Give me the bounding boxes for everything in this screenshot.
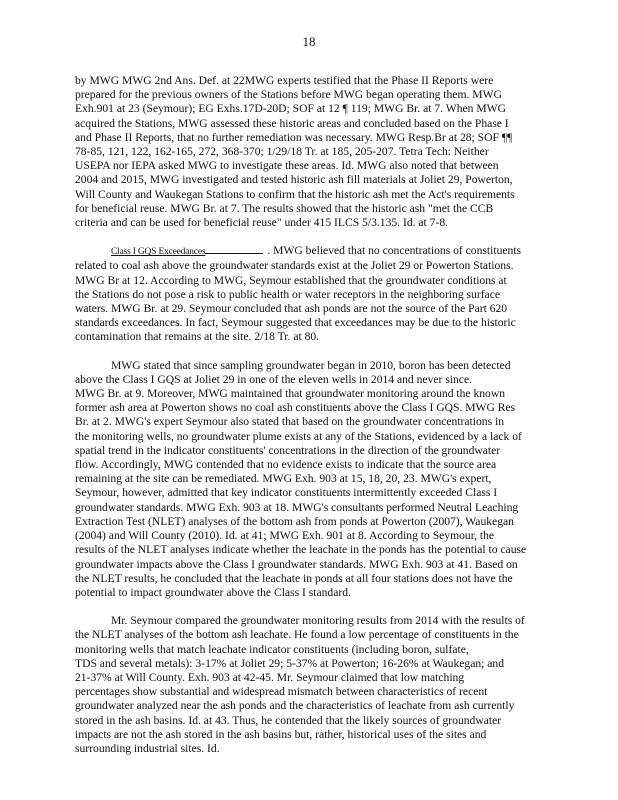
text-line: percentages show substantial and widespread mismatch between characteristics of recent [75, 685, 488, 699]
text-line: by MWG MWG 2nd Ans. Def. at 22MWG experts testified that the Phase II Reports were [75, 74, 494, 87]
document-body [75, 74, 545, 770]
text-line: Exh.901 at 23 (Seymour); EG Exhs.17D-20D; SOF at 12 ¶ 119; MWG Br. at 7. When MWG [75, 102, 506, 116]
text-line [75, 244, 545, 259]
text-line: Will County and Waukegan Stations to confirm that the historic ash met the Act's requirements [75, 187, 515, 201]
text-line: groundwater standards. MWG Exh. 903 at 18. MWG's consultants performed Neutral Leaching [75, 500, 519, 514]
text-line: potential to impact groundwater above the Class I standard. [75, 585, 351, 599]
text-line: Seymour, however, admitted that key indicator constituents intermittently exceeded Class I [75, 486, 498, 500]
text-line: MWG Br. at 9. Moreover, MWG maintained that groundwater monitoring around the known [75, 387, 506, 401]
text-line: stored in the ash basins. Id. at 43. Thus, he contended that the likely sources of groundwater [75, 713, 502, 727]
text-line: and Phase II Reports, that no further remediation was necessary. MWG Resp.Br at 28; SOF ¶¶ [75, 130, 513, 144]
text-line: standards exceedances. In fact, Seymour suggested that exceedances may be due to the historic [75, 316, 516, 330]
text-line: surrounding industrial sites. Id. [75, 741, 220, 755]
text-line: related to coal ash above the groundwater standards exist at the Joliet 29 or Powerton Stations. [75, 259, 514, 273]
text-line: MWG Br at 12. According to MWG, Seymour established that the groundwater conditions at [75, 273, 507, 287]
text-line: the NLET results, he concluded that the leachate in ponds at all four stations does not have the [75, 571, 513, 585]
section-heading: Class I GQS Exceedances [111, 247, 206, 258]
text-line: impacts are not the ash stored in the ash basins but, rather, historical uses of the sites and [75, 727, 487, 741]
text-line: above the Class I GQS at Joliet 29 in one of the eleven wells in 2014 and never since. [75, 372, 472, 386]
text-line: results of the NLET analyses indicate whether the leachate in the ponds has the potential to cause [75, 543, 527, 557]
text-line: acquired the Stations, MWG assessed these historic areas and concluded based on the Phase I [75, 116, 509, 130]
text-line: waters. MWG Br. at 29. Seymour concluded that ash ponds are not the source of the Part 620 [75, 302, 508, 316]
text-line: (2004) and Will County (2010). Id. at 41; MWG Exh. 901 at 8. According to Seymour, the [75, 529, 495, 543]
text-line: groundwater analyzed near the ash ponds and the characteristics of leachate from ash currently [75, 699, 515, 713]
text-line: contamination that remains at the site. 2/18 Tr. at 80. [75, 330, 320, 344]
text-line: groundwater impacts above the Class I groundwater standards. MWG Exh. 903 at 41. Based on [75, 557, 518, 571]
text-line: Br. at 2. MWG's expert Seymour also stated that based on the groundwater concentrations in [75, 415, 505, 429]
paragraph-2 [75, 244, 545, 344]
page-number: 18 [302, 34, 316, 49]
text-line: USEPA nor IEPA asked MWG to investigate these areas. Id. MWG also noted that between [75, 159, 499, 173]
paragraph-3 [75, 359, 545, 600]
paragraph-1 [75, 74, 545, 230]
text-line: TDS and several metals): 3-17% at Joliet 29; 5-37% at Powerton; 16-26% at Waukegan; and [75, 656, 505, 670]
text-line: the monitoring wells, no groundwater plume exists at any of the Stations, evidenced by a lack of [75, 429, 522, 443]
text-line: for beneficial reuse. MWG Br. at 7. The results showed that the historic ash "met the CCB [75, 201, 494, 215]
text-line: spatial trend in the indicator constituents' concentrations in the direction of the groundwater [75, 443, 501, 457]
text-line: Mr. Seymour compared the groundwater monitoring results from 2014 with the results of [111, 614, 525, 628]
text-line: the NLET analyses of the bottom ash leachate. He found a low percentage of constituents in the [75, 628, 519, 642]
text-line: monitoring wells that match leachate indicator constituents (including boron, sulfate, [75, 642, 469, 656]
text-line: Extraction Test (NLET) analyses of the bottom ash from ponds at Powerton (2007), Waukegan [75, 514, 514, 528]
text-line: the Stations do not pose a risk to public health or water receptors in the neighboring surface [75, 287, 500, 301]
text-line: criteria and can be used for beneficial reuse" under 415 ILCS 5/3.135. Id. at 7-8. [75, 216, 449, 230]
text-line: remaining at the site can be remediated. MWG Exh. 903 at 15, 18, 20, 23. MWG's expert, [75, 472, 492, 486]
text-line: prepared for the previous owners of the Stations before MWG began operating them. MWG [75, 88, 502, 102]
text-line: MWG stated that since sampling groundwater began in 2010, boron has been detected [111, 358, 511, 372]
text-line: former ash area at Powerton shows no coal ash constituents above the Class I GQS. MWG Res [75, 401, 516, 415]
text-line: 78-85, 121, 122, 162-165, 272, 368-370; 1/29/18 Tr. at 185, 205-207. Tetra Tech: Neither [75, 145, 489, 159]
paragraph-4 [75, 614, 545, 756]
text-line: flow. Accordingly, MWG contended that no evidence exists to indicate that the source area [75, 458, 497, 472]
text-run: . MWG believed that no concentrations of constituents [267, 244, 522, 258]
text-line: 2004 and 2015, MWG investigated and tested historic ash fill materials at Joliet 29, Powerton, [75, 173, 513, 187]
heading-underline [205, 244, 263, 254]
text-line: 21-37% at Will County. Exh. 903 at 42-45. Mr. Seymour claimed that low matching [75, 670, 465, 684]
